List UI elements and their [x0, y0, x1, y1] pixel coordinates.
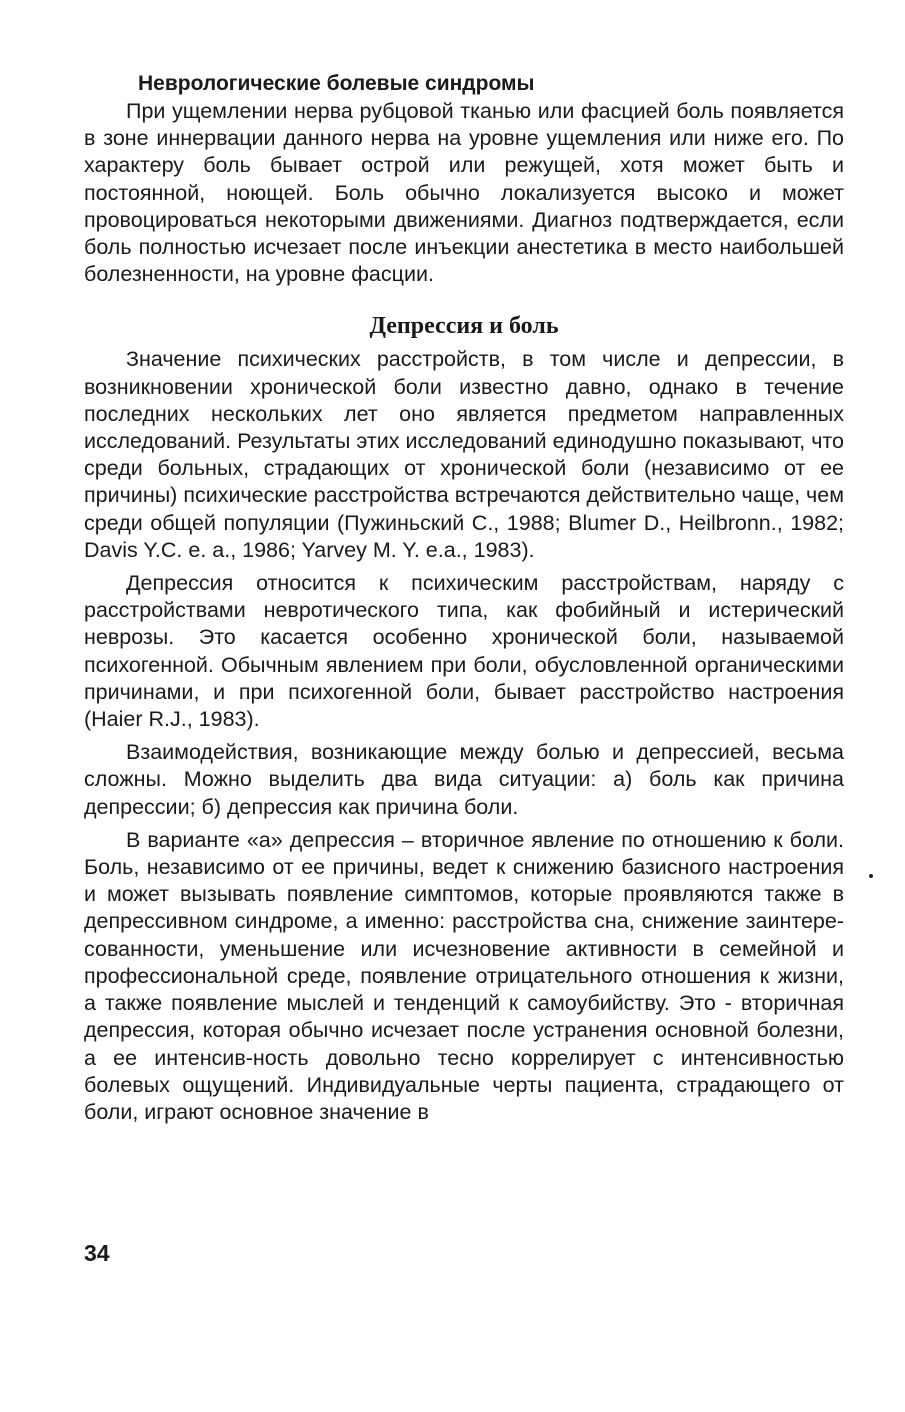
section-heading: Депрессия и боль	[369, 313, 559, 340]
subsection-paragraph: При ущемлении нерва рубцовой тканью или фасцией боль появляется в зоне иннервации данного нерва на уровне ущемления или ниже его. По характеру боль бывает острой или режущей, хотя может быть и постоянной, ноющей. Боль обычно локализуется высоко и может провоцироваться некоторыми движениями. Диагноз подтверждается, если боль полностью исчезает после инъекции анестетика в место наибольшей болезненности, на уровне фасции.	[84, 99, 844, 287]
page-number: 34	[84, 1240, 110, 1266]
paragraph: Взаимодействия, возникающие между болью и депрессией, весьма сложны. Можно выделить два вида ситуации: а) боль как причина депрессии; б) депрессия как причина боли.	[84, 740, 844, 819]
paragraph: Значение психических расстройств, в том числе и депрессии, в возникновении хронической боли известно давно, однако в течение последних нескольких лет оно является предметом направленных исследований. Результаты этих исследований единодушно показывают, что среди больных, страдающих от хронической боли (независимо от ее причины) психические расстройства встречаются действительно чаще, чем среди общей популяции (Пужиньский С., 1988; Blumer D., Heilbronn., 1982; Davis Y.C. e. a., 1986; Yarvey M. Y. e.a., 1983).	[84, 347, 844, 562]
scan-speck	[869, 874, 873, 878]
subsection-heading: Неврологические болевые синдромы	[138, 72, 535, 95]
paragraph: В варианте «а» депрессия – вторичное явление по отношению к боли. Боль, независимо от ее причины, ведет к снижению базисного настроения и может вызывать появление симптомов, которые проявляются также в депрессивном синдроме, а именно: расстройства сна, снижение заинтере-сованности, уменьшение или исчезновение активности в семейной и профессиональной среде, появление отрицательного отношения к жизни, а также появление мыслей и тенденций к самоубийству. Это - вторичная депрессия, которая обычно исчезает после устранения основной болезни, а ее интенсив-ность довольно тесно коррелирует с интенсивностью болевых ощущений. Индивидуальные черты пациента, страдающего от боли, играют основное значение в	[84, 827, 844, 1124]
page-body	[84, 70, 844, 1126]
paragraph: Депрессия относится к психическим расстройствам, наряду с расстройствами невротического типа, как фобийный и истерический неврозы. Это касается особенно хронической боли, называемой психогенной. Обычным явлением при боли, обусловленной органическими причинами, и при психогенной боли, бывает расстройство настроения (Haier R.J., 1983).	[84, 571, 844, 732]
